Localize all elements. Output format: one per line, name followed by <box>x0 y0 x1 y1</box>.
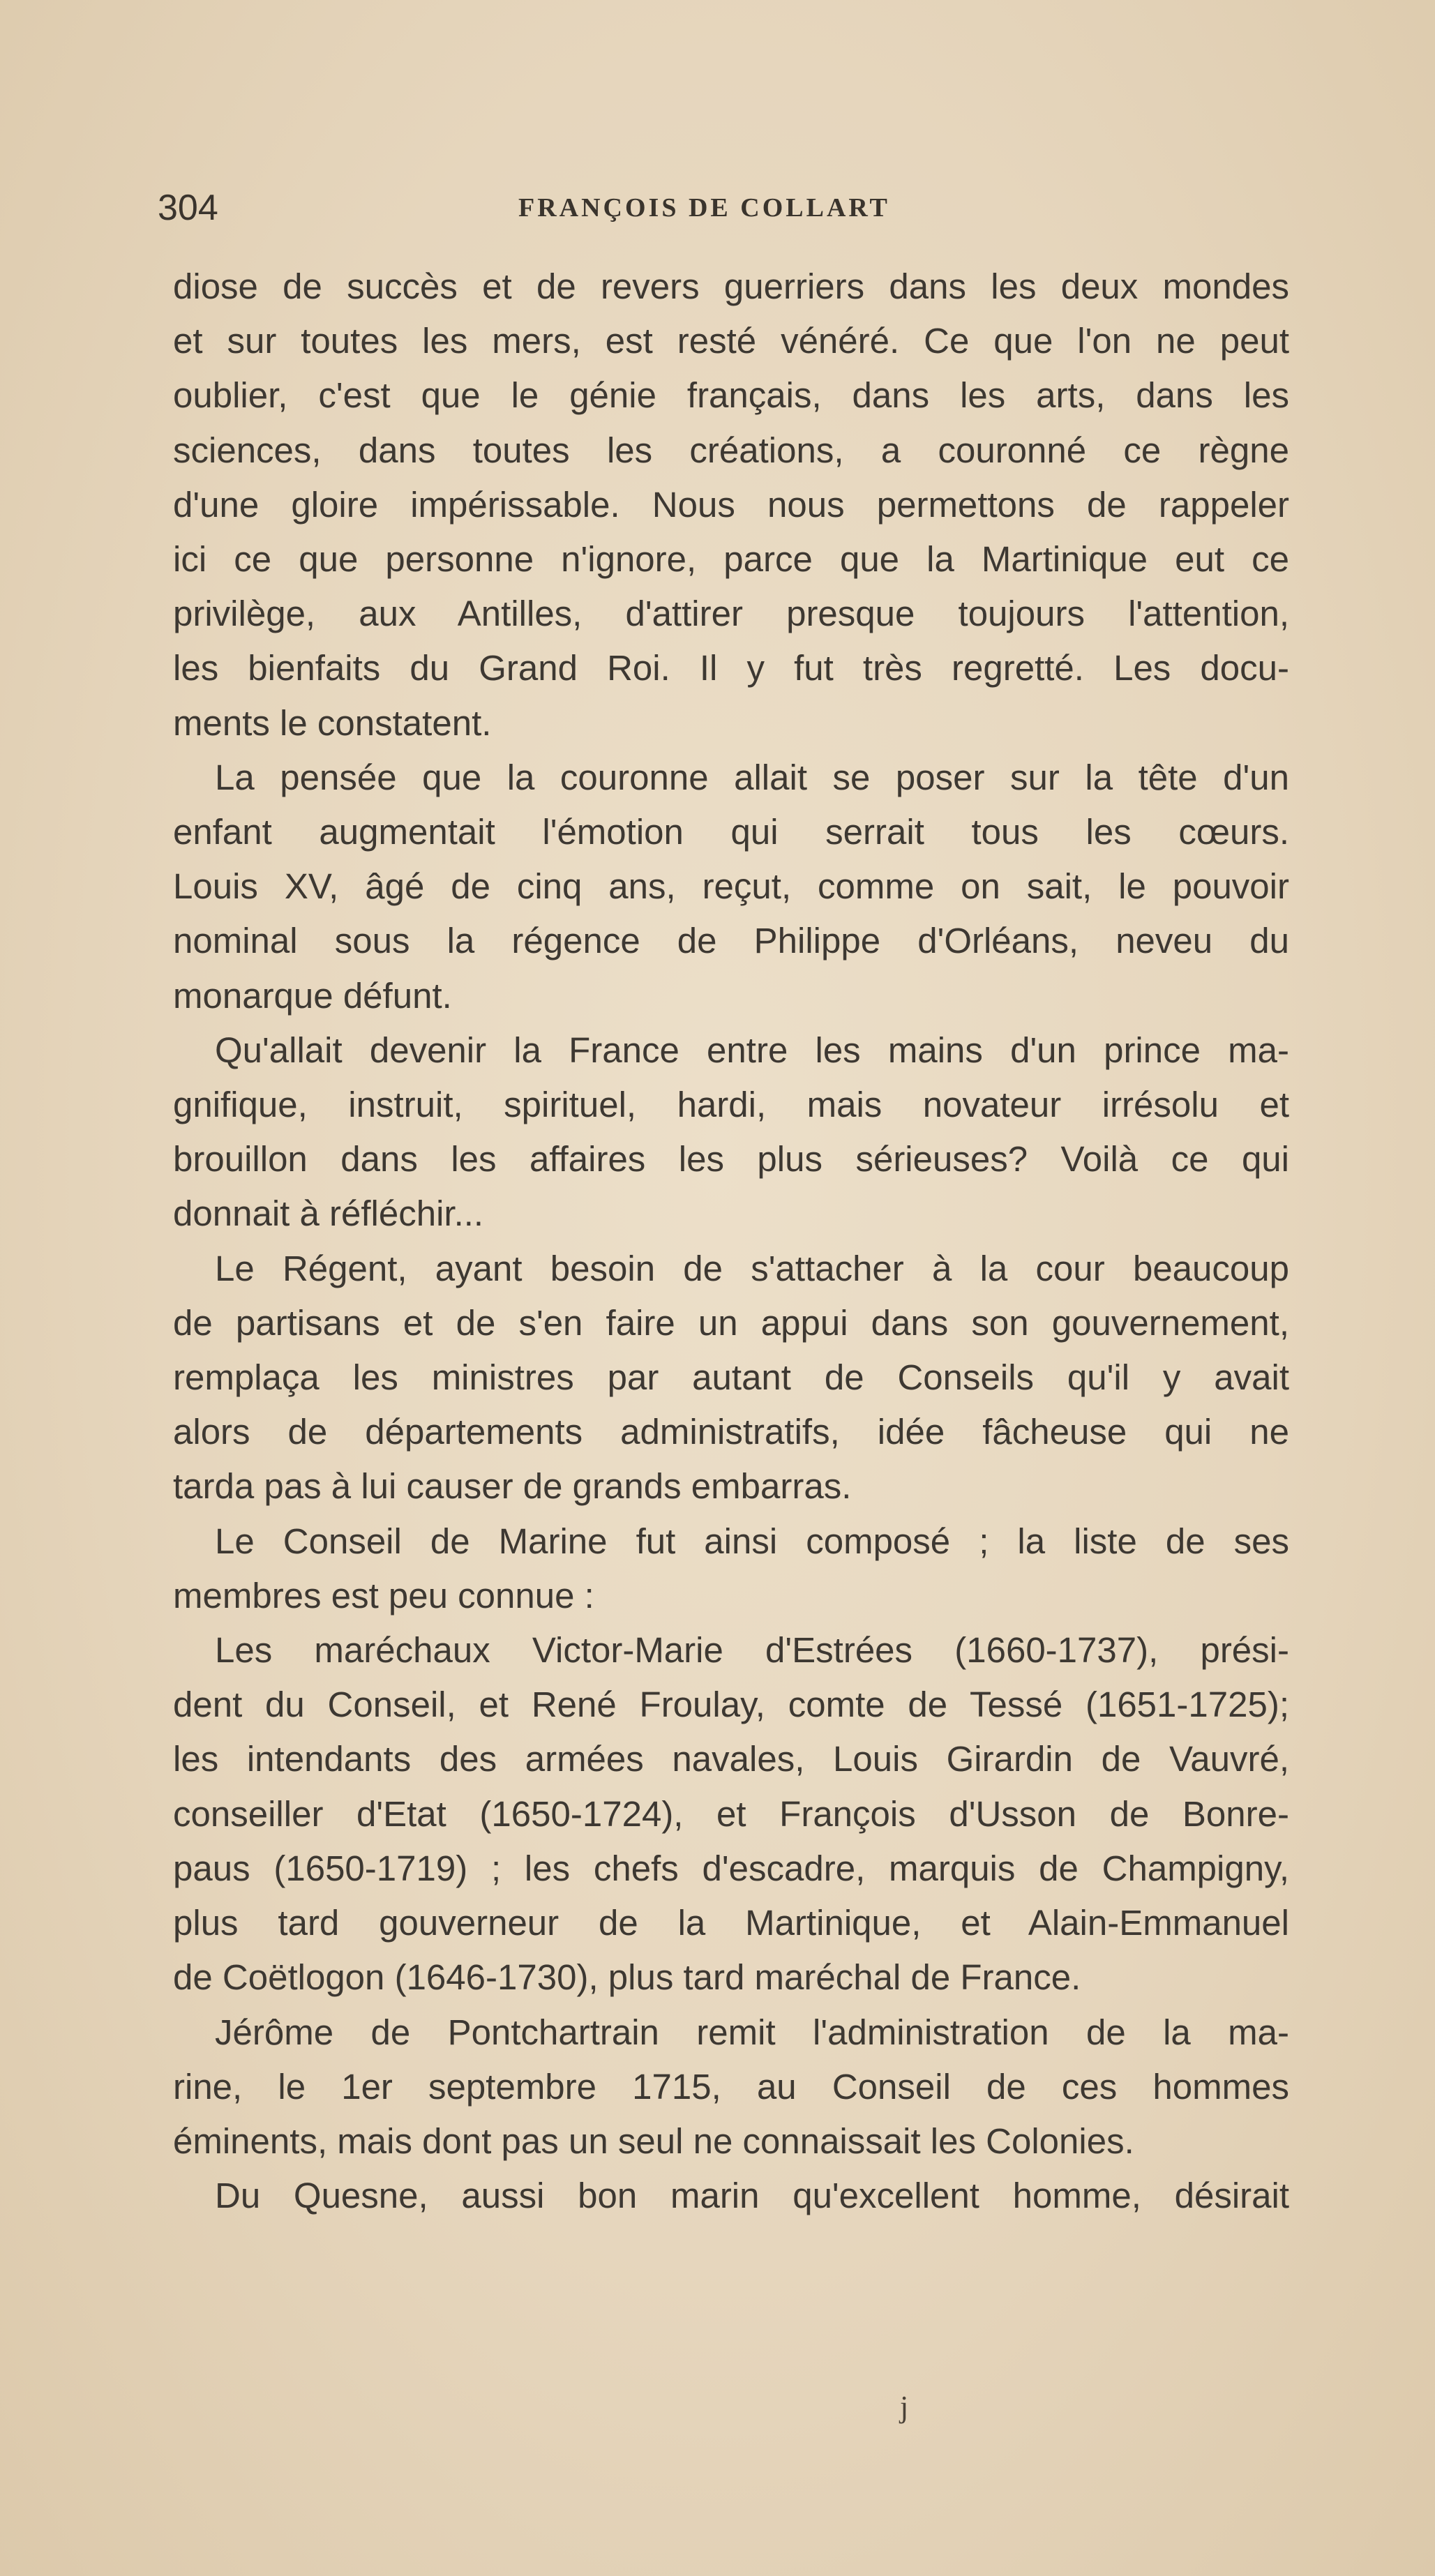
text-line: gnifique, instruit, spirituel, hardi, mais novateur irrésolu et <box>173 1085 1289 1125</box>
text-line: les intendants des armées navales, Louis Girardin de Vauvré, <box>173 1739 1289 1779</box>
text-line: Les maréchaux Victor-Marie d'Estrées (1660-1737), prési- <box>215 1630 1289 1671</box>
text-line: dent du Conseil, et René Froulay, comte de Tessé (1651-1725); <box>173 1685 1289 1725</box>
text-line: rine, le 1er septembre 1715, au Conseil de ces hommes <box>173 2066 1289 2107</box>
page-number: 304 <box>158 188 218 228</box>
text-line: Louis XV, âgé de cinq ans, reçut, comme on sait, le pouvoir <box>173 866 1289 907</box>
text-line: conseiller d'Etat (1650-1724), et François d'Usson de Bonre- <box>173 1793 1289 1834</box>
running-title: FRANÇOIS DE COLLART <box>518 193 890 223</box>
text-line: et sur toutes les mers, est resté vénéré. Ce que l'on ne peut <box>173 321 1289 361</box>
text-line: diose de succès et de revers guerriers dans les deux mondes <box>173 266 1289 306</box>
text-line: Du Quesne, aussi bon marin qu'excellent homme, désirait <box>215 2176 1289 2216</box>
text-line: nominal sous la régence de Philippe d'Orléans, neveu du <box>173 921 1289 961</box>
text-line: enfant augmentait l'émotion qui serrait tous les cœurs. <box>173 812 1289 852</box>
text-line: de partisans et de s'en faire un appui dans son gouvernement, <box>173 1302 1289 1343</box>
text-line: alors de départements administratifs, idée fâcheuse qui ne <box>173 1412 1289 1452</box>
page-header <box>158 187 1274 236</box>
text-line: tarda pas à lui causer de grands embarras. <box>173 1466 852 1507</box>
text-line: Qu'allait devenir la France entre les mains d'un prince ma- <box>215 1030 1289 1070</box>
text-line: oublier, c'est que le génie français, dans les arts, dans les <box>173 375 1289 416</box>
text-line: Le Conseil de Marine fut ainsi composé ; la liste de ses <box>215 1521 1289 1561</box>
text-line: ici ce que personne n'ignore, parce que la Martinique eut ce <box>173 539 1289 580</box>
text-line: Jérôme de Pontchartrain remit l'administration de la ma- <box>215 2012 1289 2052</box>
text-line: remplaça les ministres par autant de Conseils qu'il y avait <box>173 1357 1289 1398</box>
text-line: éminents, mais dont pas un seul ne connaissait les Colonies. <box>173 2121 1134 2161</box>
text-line: ments le constatent. <box>173 702 492 743</box>
text-line: d'une gloire impérissable. Nous nous permettons de rappeler <box>173 484 1289 525</box>
text-line: sciences, dans toutes les créations, a couronné ce règne <box>173 430 1289 470</box>
text-line: les bienfaits du Grand Roi. Il y fut très regretté. Les docu- <box>173 648 1289 688</box>
text-line: de Coëtlogon (1646-1730), plus tard maréchal de France. <box>173 1957 1081 1998</box>
text-line: Le Régent, ayant besoin de s'attacher à la cour beaucoup <box>215 1248 1289 1288</box>
body-text <box>173 259 1289 2223</box>
text-line: brouillon dans les affaires les plus sérieuses? Voilà ce qui <box>173 1139 1289 1180</box>
text-line: membres est peu connue : <box>173 1575 594 1615</box>
text-line: paus (1650-1719) ; les chefs d'escadre, marquis de Champigny, <box>173 1848 1289 1888</box>
stray-mark: j <box>900 2390 909 2424</box>
text-line: monarque défunt. <box>173 975 452 1016</box>
text-line: plus tard gouverneur de la Martinique, et Alain-Emmanuel <box>173 1903 1289 1943</box>
text-line: La pensée que la couronne allait se poser sur la tête d'un <box>215 757 1289 797</box>
text-line: privilège, aux Antilles, d'attirer presque toujours l'attention, <box>173 594 1289 634</box>
text-line: donnait à réfléchir... <box>173 1193 484 1234</box>
